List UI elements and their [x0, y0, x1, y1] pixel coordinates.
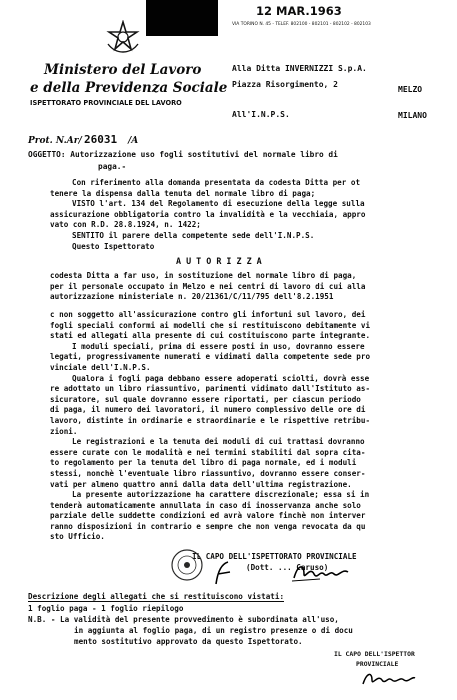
- redaction-block: [146, 0, 218, 36]
- date-stamp: 12 MAR.1963: [256, 4, 342, 18]
- enclosures-heading: Descrizione degli allegati che si restituiscono vistati:: [28, 592, 285, 601]
- authorization-text: [50, 271, 430, 303]
- protocol-label: Prot. N.Ar/: [28, 136, 82, 146]
- footer-signature: [360, 668, 418, 690]
- conditions-line: lavoro, distinte in ordinarie e straordinarie e le rispettive retribu-: [50, 415, 371, 425]
- preamble-line: assicurazione obbligatoria contro la invalidità e la vecchiaia, appro: [50, 209, 366, 219]
- authorization-line: per il personale occupato in Melzo e nei centri di lavoro di cui alla: [50, 281, 366, 291]
- conditions-line: essere curate con le modalità e nei termini stabiliti dal sopra cita-: [50, 447, 366, 457]
- conditions-line: sto Ufficio.: [50, 532, 105, 542]
- preamble: [50, 178, 430, 252]
- conditions-line: tenderà automaticamente annullata in caso di inosservanza anche solo: [50, 500, 361, 510]
- signature-name: (Dott. ... Caruso): [246, 563, 329, 572]
- preamble-line: tenere la dispensa dalla tenuta del normale libro di paga;: [50, 188, 316, 198]
- enclosures-item: 1 foglio paga - 1 foglio riepilogo: [28, 604, 184, 613]
- conditions-line: c non soggetto all'assicurazione contro gli infortuni sul lavoro, dei: [50, 310, 366, 319]
- subject-line2: paga.-: [98, 162, 127, 171]
- conditions-line: I moduli speciali, prima di essere posti in uso, dovranno essere: [72, 341, 365, 351]
- conditions-line: to regolamento per la tenuta del libro di paga normale, ed i moduli: [50, 458, 357, 468]
- authorization-line: autorizzazione ministeriale n. 20/21361/C/11/795 dell'8.2.1951: [50, 292, 334, 302]
- subject-line1: OGGETTO: Autorizzazione uso fogli sostitutivi del normale libro di: [28, 150, 338, 159]
- conditions-line: sicuratore, sul quale dovranno essere riportati, per ciascun periodo: [50, 394, 361, 404]
- office-round-stamp-icon: [170, 548, 204, 582]
- conditions-line: Qualora i fogli paga debbano essere adoperati sciolti, dovrà esse: [72, 373, 370, 383]
- conditions-line: re adottato un libro riassuntivo, parimenti vidimato dall'Istituto as-: [50, 384, 371, 394]
- conditions-line: di paga, il numero dei lavoratori, il numero complessivo delle ore di: [50, 405, 366, 415]
- conditions-line: vinciale dell'I.N.P.S.: [50, 362, 151, 372]
- preamble-line: Questo Ispettorato: [72, 241, 155, 251]
- conditions-line: Le registrazioni e la tenuta dei moduli di cui trattasi dovranno: [72, 437, 365, 447]
- note-line: N.B. - La validità del presente provvedimento è subordinata all'uso,: [28, 615, 339, 624]
- addressee-line3: All'I.N.P.S.: [232, 110, 290, 119]
- ministry-name-line1: Ministero del Lavoro: [44, 62, 202, 78]
- addressee-city2: MILANO: [398, 111, 427, 120]
- handwritten-signature: [290, 560, 352, 584]
- addressee-city1: MELZO: [398, 85, 423, 94]
- autorizza-heading: A U T O R I Z Z A: [176, 256, 262, 266]
- conditions-line: vati per almeno quattro anni dalla data dell'ultima registrazione.: [50, 479, 352, 489]
- note-line: in aggiunta al foglio paga, di un registro presenze o di docu: [74, 626, 353, 635]
- addressee-line1: Alla Ditta INVERNIZZI S.p.A.: [232, 64, 367, 73]
- conditions-line: stati ed allegati alla presente di cui costituiscono parte integrante.: [50, 331, 371, 341]
- preamble-line: vato con R.D. 28.8.1924, n. 1422;: [50, 220, 201, 230]
- conditions-line: legati, progressivamente numerati e vidimati dalla competente sede pro: [50, 352, 371, 362]
- note-line: mento sostitutivo approvato da questo Ispettorato.: [74, 637, 303, 646]
- conditions-line: La presente autorizzazione ha carattere discrezionale; essa si in: [72, 490, 370, 500]
- footer-stamp-line2: PROVINCIALE: [356, 660, 399, 668]
- office-name: ISPETTORATO PROVINCIALE DEL LAVORO: [30, 99, 182, 107]
- protocol-number: 26031: [84, 133, 118, 146]
- signature-title: IL CAPO DELL'ISPETTORATO PROVINCIALE: [192, 552, 357, 561]
- handwritten-initial: [212, 560, 234, 586]
- preamble-line: VISTO l'art. 134 del Regolamento di esecuzione della legge sulla: [72, 199, 365, 209]
- conditions-line: stessi, nonchè l'eventuale libro riassuntivo, dovranno essere conser-: [50, 468, 366, 478]
- conditions-line: zioni.: [50, 426, 78, 436]
- footer-stamp-line1: IL CAPO DELL'ISPETTOR: [334, 650, 415, 658]
- authorization-line: codesta Ditta a far uso, in sostituzione del normale libro di paga,: [50, 271, 357, 280]
- conditions-text: [50, 310, 430, 543]
- addressee-line2: Piazza Risorgimento, 2: [232, 80, 338, 89]
- preamble-line: Con riferimento alla domanda presentata da codesta Ditta per ot: [72, 178, 361, 187]
- conditions-line: ranno disposizioni in contrario e sempre che non venga revocata da qu: [50, 521, 366, 531]
- conditions-line: fogli speciali conformi ai modelli che si restituiscono debitamente vi: [50, 320, 371, 330]
- contact-line: VIA TORINO N. 45 - TELEF. 802100 - 802101 - 802102 - 802103: [232, 22, 371, 27]
- preamble-line: SENTITO il parere della competente sede dell'I.N.P.S.: [72, 230, 315, 240]
- italian-emblem-icon: [104, 20, 142, 54]
- protocol-suffix: /A: [128, 136, 139, 146]
- conditions-line: parziale delle suddette condizioni ed avrà valore finchè non interver: [50, 511, 366, 521]
- ministry-name-line2: e della Previdenza Sociale: [30, 80, 228, 96]
